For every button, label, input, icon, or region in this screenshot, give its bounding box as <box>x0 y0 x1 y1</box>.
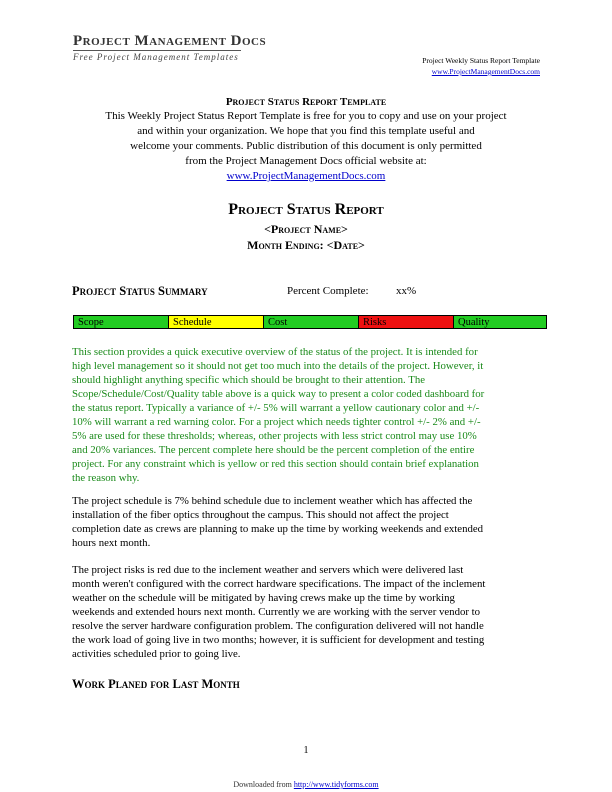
intro-text <box>60 109 552 184</box>
project-name: <Project Name> <box>264 222 348 236</box>
text-line: weekends and extended hours next month. Currently we are working with the server vendor to <box>72 606 481 618</box>
footer <box>0 780 612 789</box>
text-line: weather on the schedule will be mitigated by having crews make up the time by working <box>72 592 455 604</box>
text-line: should highlight anything specific which should be brought to their attention. The <box>72 374 426 386</box>
status-dashboard <box>73 315 547 329</box>
text-line: month weren't configured with the correct hardware specifications. The impact of the inclement <box>72 578 486 590</box>
text-line: high level management so it should not get too much into the details of the project. However, it <box>72 360 484 372</box>
text-line: The project schedule is 7% behind schedule due to inclement weather which has affected the <box>72 495 473 507</box>
status-cell-risks: Risks <box>359 316 454 328</box>
text-line: and 20% variances. The percent complete here should be the percent completion of the entire <box>72 444 475 456</box>
status-cell-quality: Quality <box>454 316 546 328</box>
text-line: the status report. Typically a variance of +/- 5% will warrant a yellow cautionary color and +/- <box>72 402 480 414</box>
status-cell-scope: Scope <box>74 316 169 328</box>
header-doc-title: Project Weekly Status Report Template <box>422 56 540 65</box>
work-planned-heading: Work Planed for Last Month <box>72 677 240 691</box>
report-title: Project Status Report <box>228 201 384 218</box>
text-line: the reason why. <box>72 472 140 484</box>
text-line: completion date as crews are planning to make up the time by working weekends and extended <box>72 523 484 535</box>
logo-divider <box>73 50 241 51</box>
intro-title: Project Status Report Template <box>225 96 387 108</box>
header-link[interactable]: www.ProjectManagementDocs.com <box>431 67 540 76</box>
text-line: hours next month. <box>72 537 151 549</box>
text-line: 5% are used for these thresholds; whereas, other projects with less strict control may use 10% <box>72 430 477 442</box>
text-line: activities scheduled prior to going live. <box>72 648 241 660</box>
page-number: 1 <box>303 745 309 756</box>
percent-complete-value: xx% <box>396 285 417 297</box>
schedule-paragraph <box>72 494 540 550</box>
footer-prefix: Downloaded from <box>233 780 294 789</box>
intro-line: from the Project Management Docs official website at: <box>185 155 427 167</box>
logo-title: Project Management Docs <box>73 33 267 49</box>
intro-line: This Weekly Project Status Report Template is free for you to copy and use on your project <box>105 110 507 122</box>
text-line: resolve the server hardware configuration problem. The configuration delivered will not handle <box>72 620 484 632</box>
text-line: the work load of going live in two months; however, it is sufficient for development and testing <box>72 634 485 646</box>
text-line: The project risks is red due to the inclement weather and servers which were delivered last <box>72 564 464 576</box>
header-info <box>422 55 540 77</box>
status-cell-schedule: Schedule <box>169 316 264 328</box>
text-line: Scope/Schedule/Cost/Quality table above is a quick way to present a color coded dashboard for <box>72 388 485 400</box>
logo-subtitle: Free Project Management Templates <box>73 52 239 62</box>
intro-line: and within your organization. We hope that you find this template useful and <box>137 125 475 137</box>
intro-link[interactable]: www.ProjectManagementDocs.com <box>226 170 386 182</box>
summary-instructions <box>72 345 540 485</box>
risks-paragraph <box>72 563 540 661</box>
summary-heading: Project Status Summary <box>72 284 208 298</box>
text-line: project. For any constraint which is yellow or red this section should contain brief explanation <box>72 458 479 470</box>
percent-complete-label: Percent Complete: <box>287 285 369 297</box>
month-ending: Month Ending: <Date> <box>247 238 365 252</box>
status-cell-cost: Cost <box>264 316 359 328</box>
text-line: installation of the fiber optics throughout the campus. This should not affect the project <box>72 509 449 521</box>
text-line: This section provides a quick executive overview of the status of the project. It is intended for <box>72 346 478 358</box>
intro-line: welcome your comments. Public distribution of this document is only permitted <box>130 140 482 152</box>
text-line: 10% will warrant a red warning color. For a project which needs tighter control +/- 2% and +/- <box>72 416 481 428</box>
footer-link[interactable]: http://www.tidyforms.com <box>293 780 379 789</box>
